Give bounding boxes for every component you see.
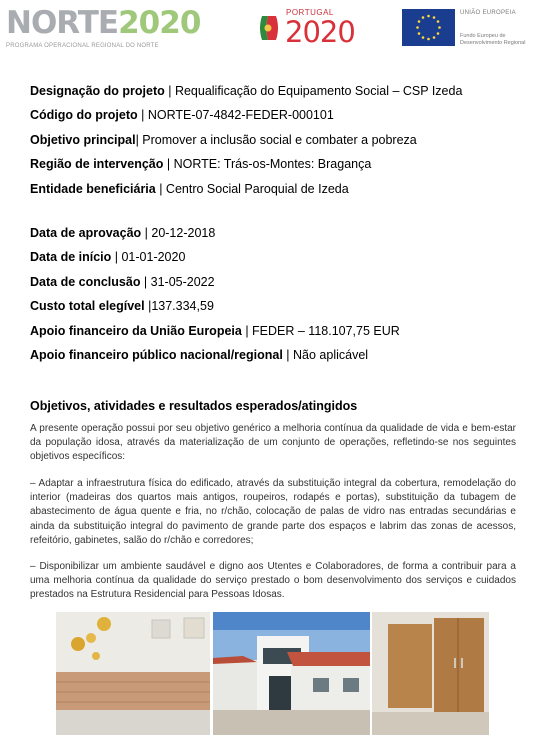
project-designation-label: Designação do projeto <box>30 84 165 98</box>
project-code <box>30 108 334 122</box>
objectives-paragraph-environment: – Disponibilizar um ambiente saudável e digno aos Utentes e Colaboradores, de forma a contribuir para a uma melhoria contínua da qualidade do serviço prestado o bom desenvolvimento dos serviços e cuidados prestados na Estrutura Residencial para Pessoas Idosas. <box>30 561 516 601</box>
start-date-value: | 01-01-2020 <box>111 250 186 264</box>
approval-date-value: | 20-12-2018 <box>141 226 216 240</box>
portugal-flag-icon <box>258 10 280 46</box>
norte-2020-logo <box>6 6 238 48</box>
interior-wall-decor-photo <box>56 612 210 735</box>
norte-logo-year: 2020 <box>118 5 201 41</box>
start-date-label: Data de início <box>30 250 112 264</box>
project-beneficiary <box>30 182 349 196</box>
total-cost-label: Custo total elegível <box>30 299 145 313</box>
objectives-paragraph-intro: A presente operação possui por seu objetivo genérico a melhoria contínua da qualidade de vida e bem-estar da população idosa, através da materialização de um conjunto de operações, refletindo-se nos seguintes objetivos específicos: <box>30 423 516 463</box>
national-financial-support <box>30 348 368 362</box>
beneficiary-label: Entidade beneficiária <box>30 182 156 196</box>
total-eligible-cost <box>30 299 214 313</box>
national-support-value: | Não aplicável <box>282 348 369 362</box>
building-exterior-photo <box>213 612 370 735</box>
total-cost-value: |137.334,59 <box>144 299 214 313</box>
completion-date <box>30 275 215 289</box>
region-label: Região de intervenção <box>30 157 164 171</box>
eu-support-value: | FEDER – 118.107,75 EUR <box>241 324 400 338</box>
header-logos <box>0 0 545 52</box>
eu-flag-icon <box>402 9 455 46</box>
portugal-2020-logo <box>258 8 383 50</box>
portugal-logo-year: 2020 <box>285 15 355 49</box>
eu-logo-fund: Fundo Europeu de Desenvolvimento Regional <box>460 33 526 46</box>
beneficiary-value: | Centro Social Paroquial de Izeda <box>155 182 349 196</box>
norte-logo-subtitle: PROGRAMA OPERACIONAL REGIONAL DO NORTE <box>6 43 159 49</box>
eu-financial-support <box>30 324 400 338</box>
portugal-logo-label: PORTUGAL <box>286 8 334 17</box>
project-code-label: Código do projeto <box>30 108 138 122</box>
national-support-label: Apoio financeiro público nacional/regional <box>30 348 283 362</box>
region-value: | NORTE: Trás-os-Montes: Bragança <box>163 157 372 171</box>
completion-date-label: Data de conclusão <box>30 275 141 289</box>
project-region <box>30 157 371 171</box>
norte-logo-word: NORTE <box>6 5 119 41</box>
wardrobe-doors-photo <box>372 612 489 735</box>
approval-date <box>30 226 215 240</box>
main-objective-value: | Promover a inclusão social e combater a pobreza <box>135 133 417 147</box>
eu-logo <box>402 9 542 49</box>
eu-support-label: Apoio financeiro da União Europeia <box>30 324 242 338</box>
completion-date-value: | 31-05-2022 <box>140 275 215 289</box>
project-designation-value: | Requalificação do Equipamento Social – CSP Izeda <box>164 84 463 98</box>
project-code-value: | NORTE-07-4842-FEDER-000101 <box>137 108 334 122</box>
project-designation <box>30 84 462 98</box>
main-objective-label: Objetivo principal <box>30 133 136 147</box>
eu-logo-title: UNIÃO EUROPEIA <box>460 10 516 16</box>
objectives-heading: Objetivos, atividades e resultados esperados/atingidos <box>30 399 358 413</box>
objectives-paragraph-infrastructure: – Adaptar a infraestrutura física do edificado, através da substituição integral da cobertura, remodelação do interior (madeiras dos quartos mais antigos, roupeiros, rodapés e portas), substituição da tubagem de abastecimento de água quente e fria, no r/chão, colocação de palas de vidro nas entradas secundárias e ainda da substituição integral do pavimento de grande parte dos espaços e labrim das zonas de acessos, refeitório, gabinetes, salão do r/chão e corredores; <box>30 478 516 546</box>
project-main-objective <box>30 133 417 147</box>
approval-date-label: Data de aprovação <box>30 226 142 240</box>
start-date <box>30 250 185 264</box>
